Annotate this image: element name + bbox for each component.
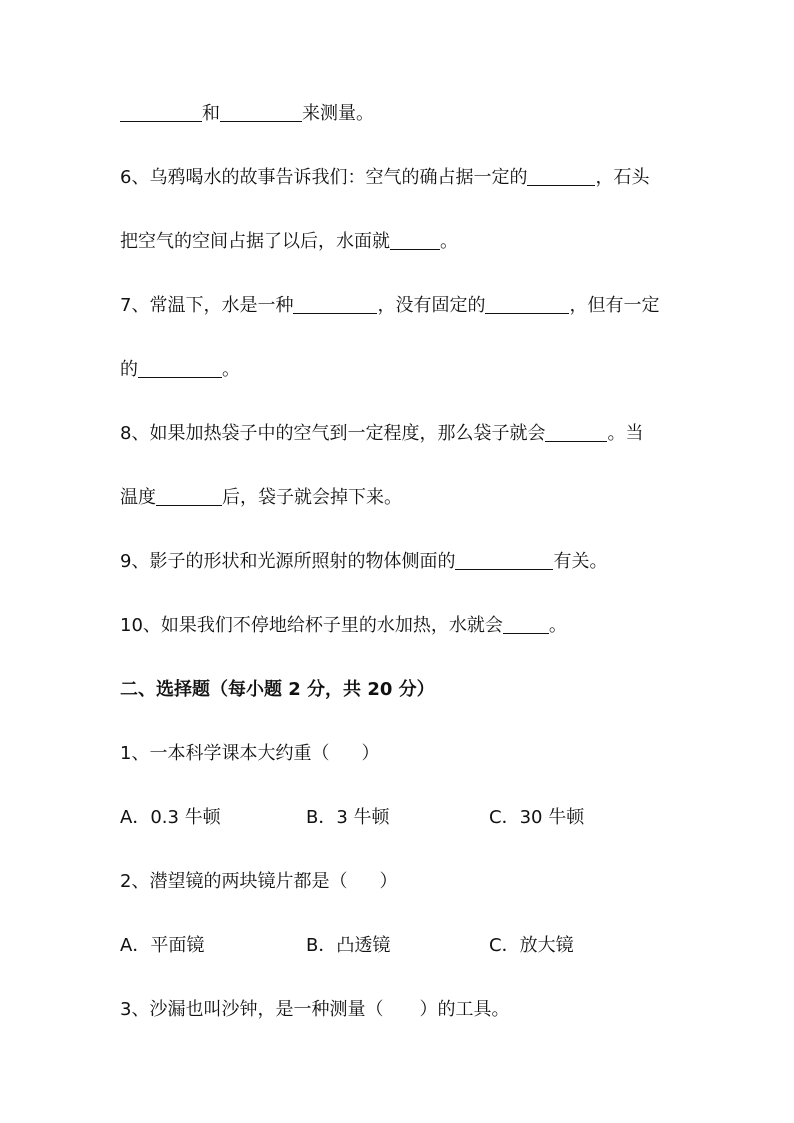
text: 来测量。 xyxy=(302,103,374,124)
question-text: 10、如果我们不停地给杯子里的水加热，水就会 xyxy=(120,615,503,636)
answer-blank[interactable] xyxy=(156,483,222,506)
question-text: 1、一本科学课本大约重（ xyxy=(120,743,330,764)
option-c[interactable]: C．放大镜 xyxy=(489,935,574,956)
option-a[interactable]: A．0.3 牛顿 xyxy=(120,807,221,828)
text: ，但有一定 xyxy=(569,295,660,316)
mc3-stem xyxy=(120,993,509,1027)
option-a[interactable]: A．平面镜 xyxy=(120,935,205,956)
q8-line-2 xyxy=(120,481,402,515)
question-text: 8、如果加热袋子中的空气到一定程度，那么袋子就会 xyxy=(120,423,546,444)
q5-line-2 xyxy=(120,97,374,131)
text: 后，袋子就会掉下来。 xyxy=(222,487,402,508)
text: 有关。 xyxy=(553,551,608,572)
option-c[interactable]: C．30 牛顿 xyxy=(489,807,585,828)
q6-line-2 xyxy=(120,225,458,259)
answer-blank[interactable] xyxy=(138,355,222,378)
question-text: 2、潜望镜的两块镜片都是（ xyxy=(120,871,348,892)
question-text: 7、常温下，水是一种 xyxy=(120,295,294,316)
question-text: 6、乌鸦喝水的故事告诉我们：空气的确占据一定的 xyxy=(120,167,528,188)
question-text: 3、沙漏也叫沙钟，是一种测量（ xyxy=(120,999,384,1020)
mc1-options xyxy=(120,801,680,835)
question-text: 把空气的空间占据了以后，水面就 xyxy=(120,231,390,252)
q8-line-1 xyxy=(120,417,643,451)
question-text: 温度 xyxy=(120,487,156,508)
answer-blank[interactable] xyxy=(120,99,202,122)
text: ） xyxy=(379,871,398,892)
answer-blank[interactable] xyxy=(293,291,377,314)
text: 。当 xyxy=(607,423,644,444)
answer-blank[interactable] xyxy=(485,291,569,314)
text: ，没有固定的 xyxy=(377,295,486,316)
mc2-options xyxy=(120,929,680,963)
mc1-stem xyxy=(120,737,379,771)
section-heading: 二、选择题（每小题 2 分，共 20 分） xyxy=(120,679,435,700)
option-b[interactable]: B．凸透镜 xyxy=(306,935,391,956)
q10-line xyxy=(120,609,567,643)
text: 。 xyxy=(222,359,240,380)
answer-blank[interactable] xyxy=(220,99,302,122)
q7-line-1 xyxy=(120,289,659,323)
text: 。 xyxy=(440,231,458,252)
question-text: 的 xyxy=(120,359,138,380)
answer-blank[interactable] xyxy=(527,163,595,186)
text: ）的工具。 xyxy=(419,999,510,1020)
answer-blank[interactable] xyxy=(455,547,553,570)
answer-blank[interactable] xyxy=(503,611,549,634)
q9-line xyxy=(120,545,607,579)
mc2-stem xyxy=(120,865,397,899)
answer-blank[interactable] xyxy=(390,227,440,250)
q6-line-1 xyxy=(120,161,649,195)
answer-blank[interactable] xyxy=(545,419,607,442)
text: 和 xyxy=(202,103,220,124)
q7-line-2 xyxy=(120,353,240,387)
text: ，石头 xyxy=(595,167,650,188)
text: ） xyxy=(361,743,380,764)
question-text: 9、影子的形状和光源所照射的物体侧面的 xyxy=(120,551,456,572)
text: 。 xyxy=(548,615,567,636)
option-b[interactable]: B．3 牛顿 xyxy=(306,807,390,828)
